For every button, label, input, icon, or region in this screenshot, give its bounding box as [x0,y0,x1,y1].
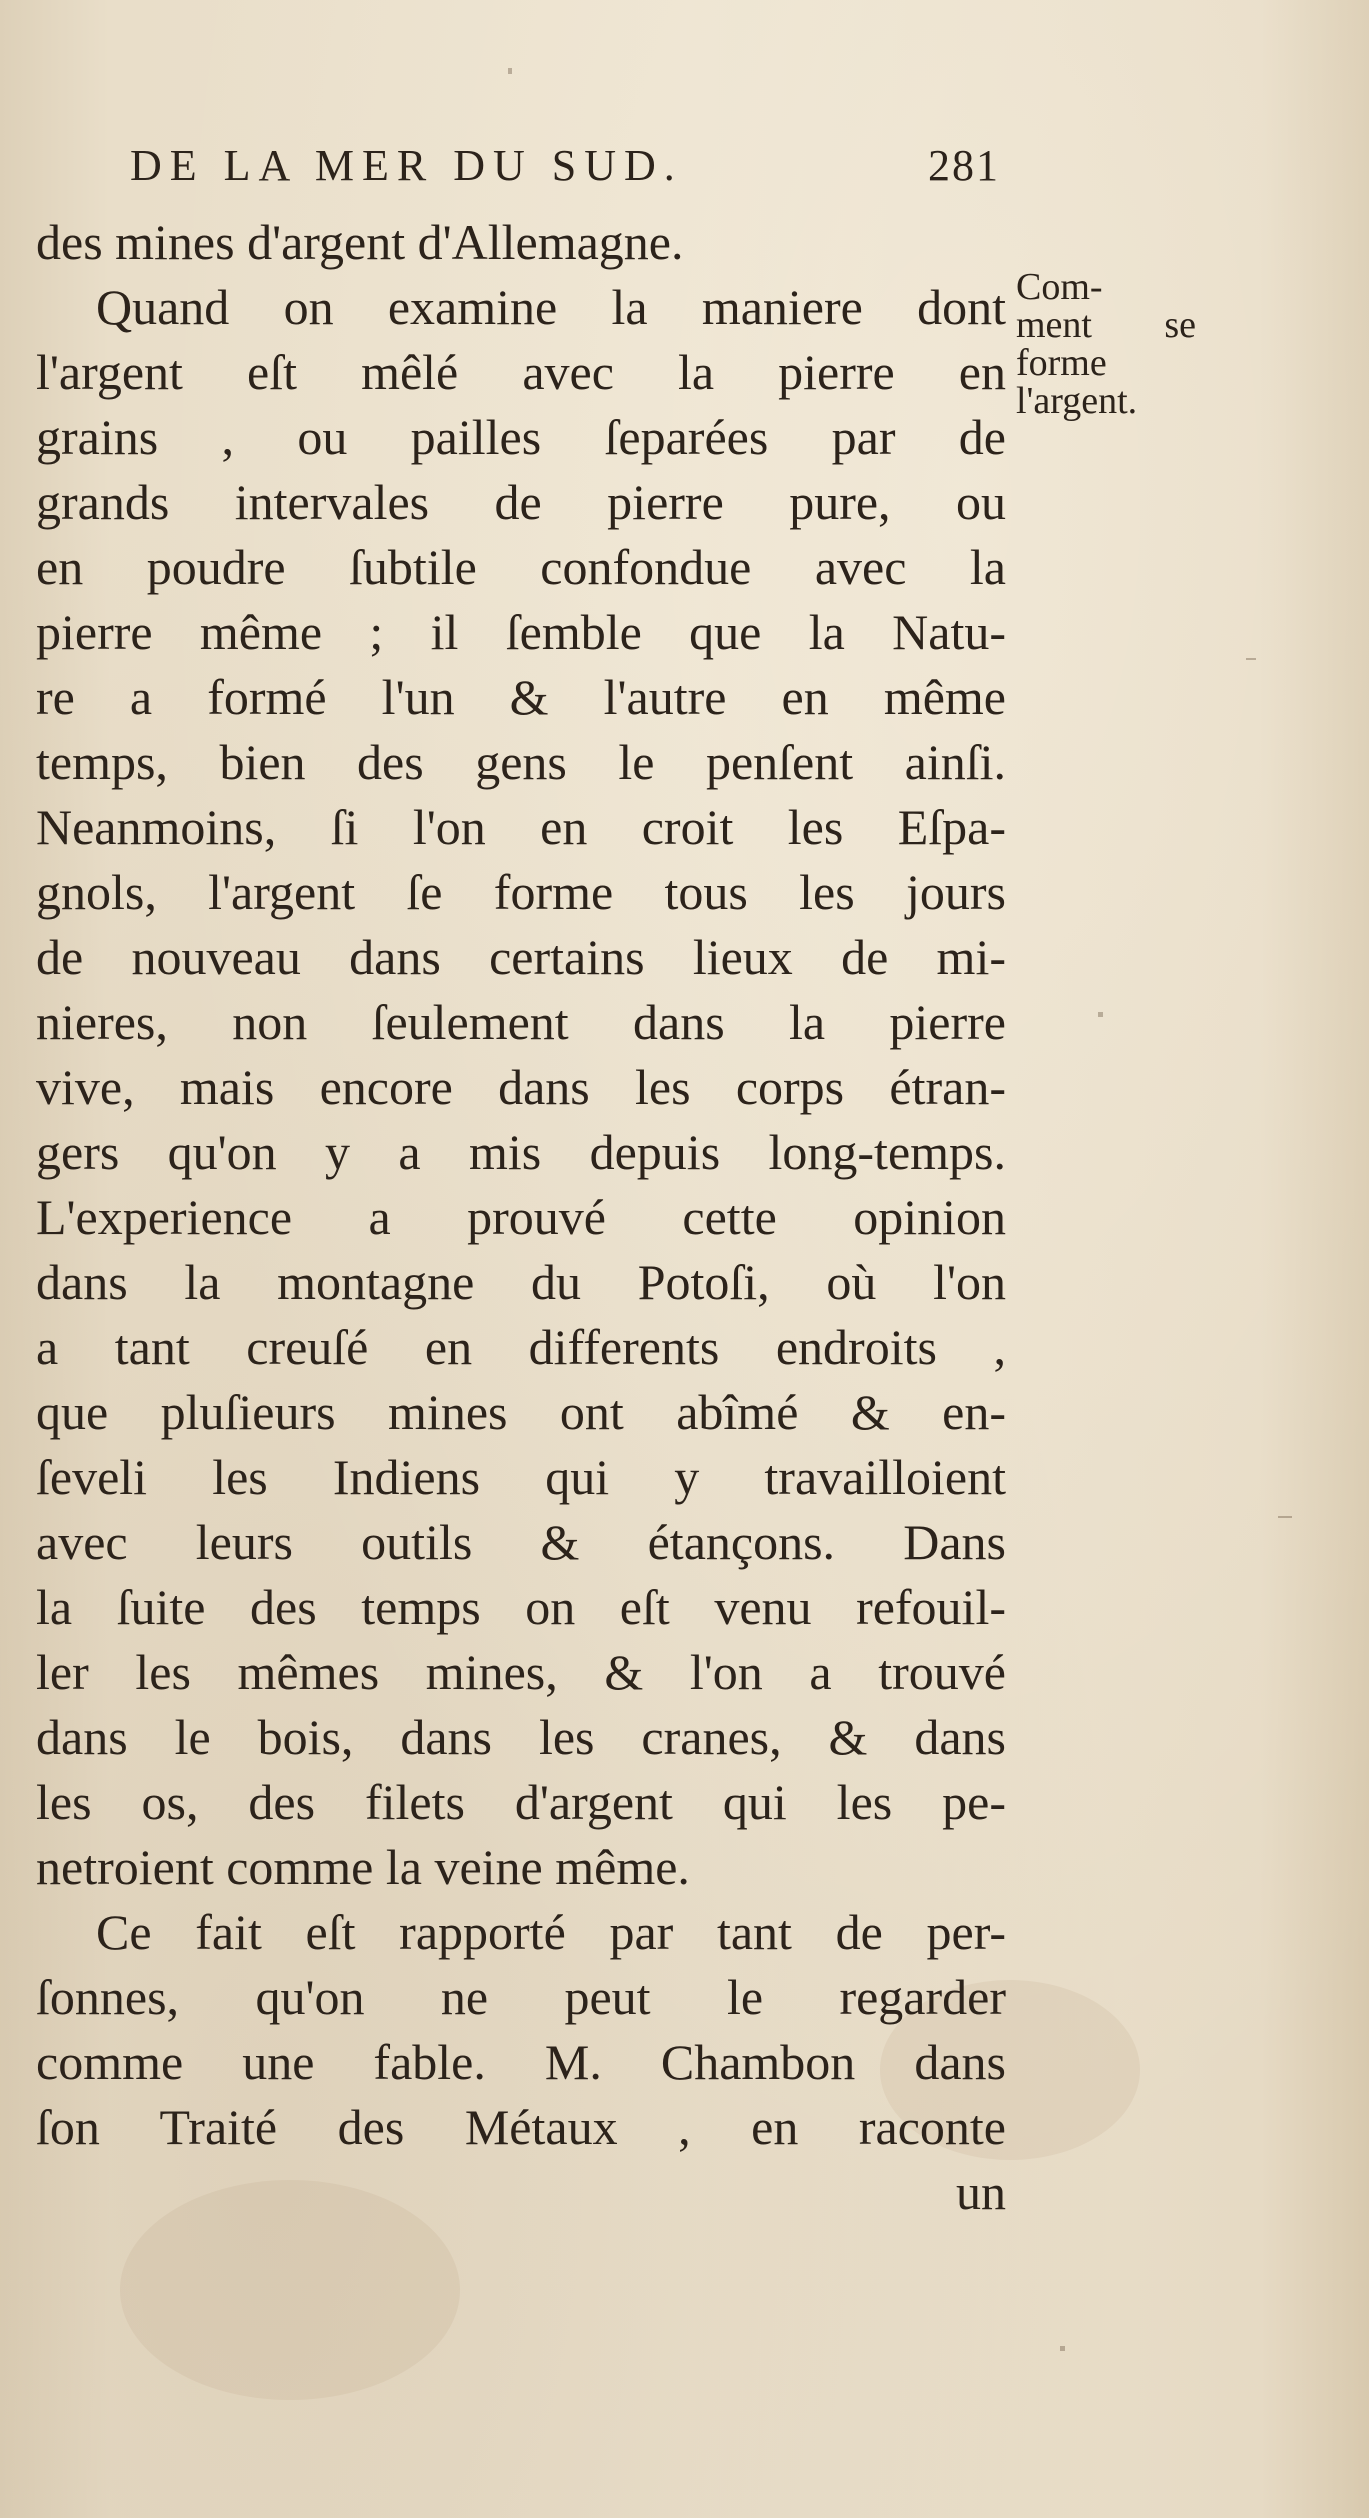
paper-speck [1060,2346,1065,2351]
text-line: L'experience a prouvé cette opinion [36,1189,1006,1245]
text-line: dans le bois, dans les cranes, & dans [36,1709,1006,1765]
text-line: en poudre ſubtile confondue avec la [36,539,1006,595]
margin-note-line: forme [1016,342,1107,384]
text-line: la ſuite des temps on eſt venu refouil- [36,1579,1006,1635]
text-line: avec leurs outils & étançons. Dans [36,1514,1006,1570]
paper-speck [1246,658,1256,660]
text-line: Neanmoins, ſi l'on en croit les Eſpa- [36,799,1006,855]
margin-note [1016,268,1196,420]
text-line: Quand on examine la maniere dont [96,279,1006,335]
margin-note-line: Com- [1016,266,1103,308]
text-line: dans la montagne du Potoſi, où l'on [36,1254,1006,1310]
body-text [36,210,1006,2225]
text-line: des mines d'argent d'Allemagne. [36,214,684,270]
paper-speck [1098,1012,1103,1017]
text-line: les os, des filets d'argent qui les pe- [36,1774,1006,1830]
text-line: pierre même ; il ſemble que la Natu- [36,604,1006,660]
paper-speck [1278,1516,1292,1518]
text-line: re a formé l'un & l'autre en même [36,669,1006,725]
text-line: ſeveli les Indiens qui y travailloient [36,1449,1006,1505]
page-header [130,140,1000,200]
text-line: de nouveau dans certains lieux de mi- [36,929,1006,985]
text-line: l'argent eſt mêlé avec la pierre en [36,344,1006,400]
text-line: grands intervales de pierre pure, ou [36,474,1006,530]
text-line: gnols, l'argent ſe forme tous les jours [36,864,1006,920]
text-line: que pluſieurs mines ont abîmé & en- [36,1384,1006,1440]
text-line: ſon Traité des Métaux , en raconte [36,2099,1006,2155]
page-number: 281 [928,141,1000,190]
margin-note-line: l'argent. [1016,380,1138,422]
text-line: netroient comme la veine même. [36,1839,690,1895]
text-line: temps, bien des gens le penſent ainſi. [36,734,1006,790]
text-line: nieres, non ſeulement dans la pierre [36,994,1006,1050]
running-head: DE LA MER DU SUD. [130,141,683,190]
text-line: Ce fait eſt rapporté par tant de per- [96,1904,1006,1960]
text-line: comme une fable. M. Chambon dans [36,2034,1006,2090]
catchword: un [956,2164,1006,2220]
text-line: gers qu'on y a mis depuis long-temps. [36,1124,1006,1180]
text-line: vive, mais encore dans les corps étran- [36,1059,1006,1115]
paper-speck [508,68,512,74]
text-line: ler les mêmes mines, & l'on a trouvé [36,1644,1006,1700]
text-line: grains , ou pailles ſeparées par de [36,409,1006,465]
text-line: a tant creuſé en differents endroits , [36,1319,1006,1375]
text-line: ſonnes, qu'on ne peut le regarder [36,1969,1006,2025]
margin-note-line: ment se [1016,304,1196,346]
